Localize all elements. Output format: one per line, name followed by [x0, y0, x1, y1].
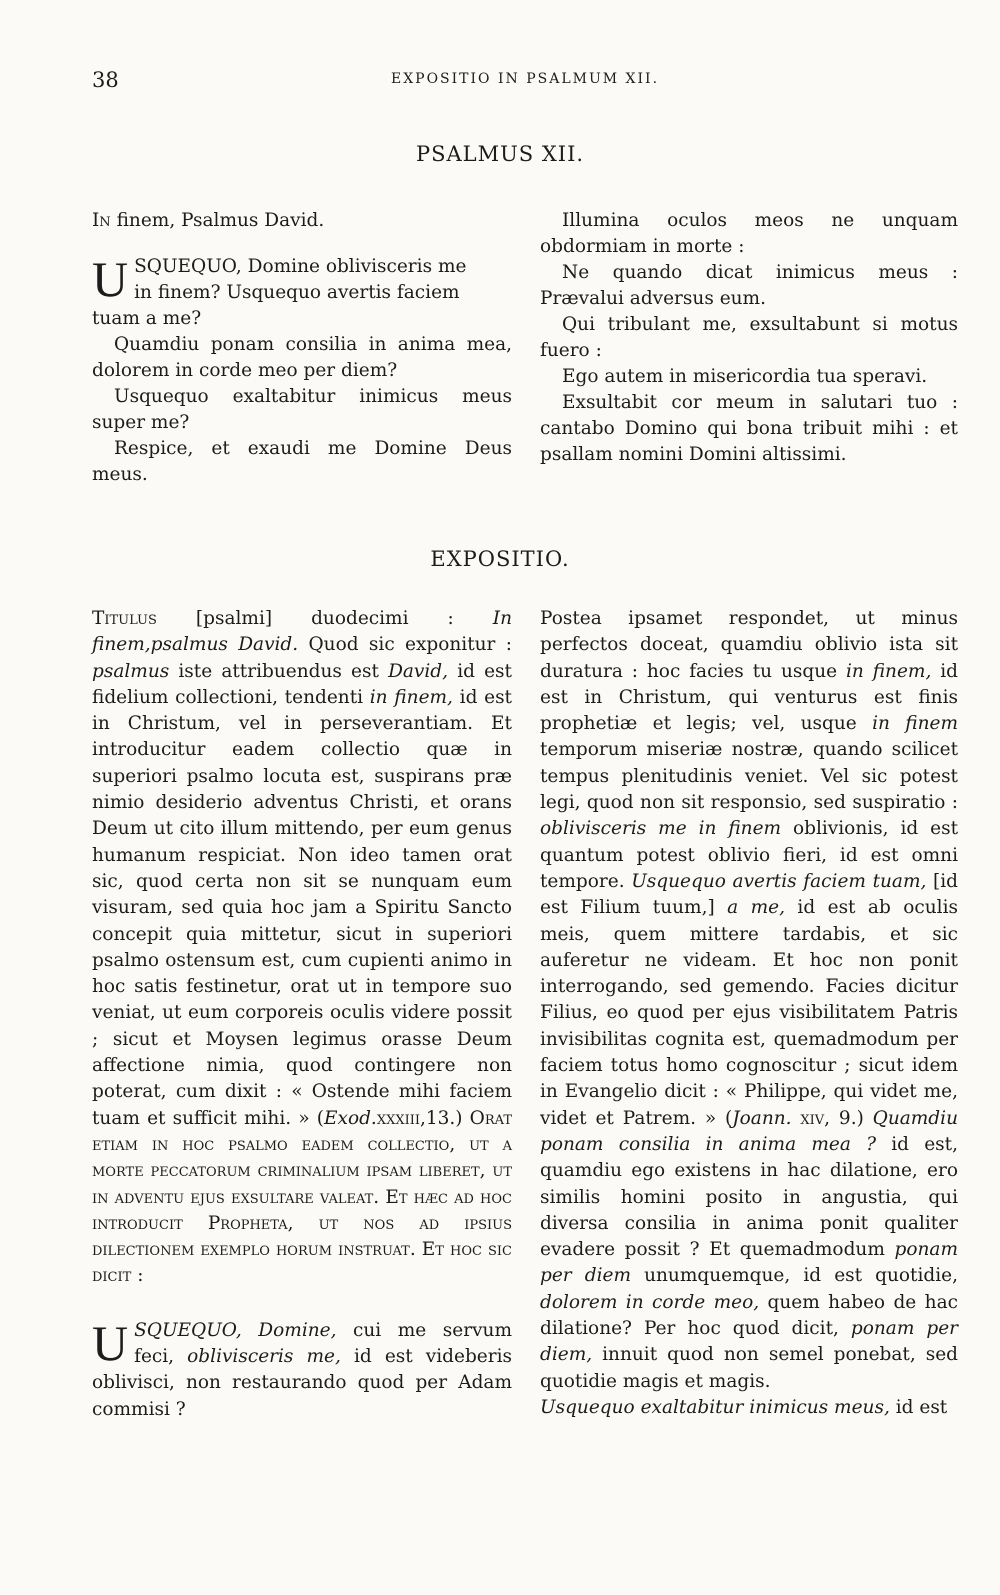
psalm-title: PSALMUS XII.: [415, 142, 585, 166]
page-number: 38: [92, 68, 119, 92]
verse-5: Illumina oculos meos ne unquam obdormiam in morte :: [540, 210, 958, 257]
text-run-italic: ponam per diem,: [540, 1318, 958, 1366]
commentary-left-paragraph-2: [92, 1314, 513, 1423]
text-run-italic: a me,: [727, 897, 785, 919]
text-run-italic: Usquequo exaltabitur inimicus meus,: [540, 1396, 890, 1418]
text-run-italic: in finem,: [369, 686, 453, 708]
text-run: innuit quod non semel ponebat, sed quotidie magis et magis.: [540, 1344, 958, 1392]
psalm-verses-right: [540, 208, 958, 468]
commentary-left: [92, 606, 512, 1423]
text-run: Quod sic exponitur :: [298, 634, 512, 656]
exposition-title: EXPOSITIO.: [430, 547, 570, 571]
text-run-italic: ponam per diem: [540, 1239, 958, 1287]
psalm-verses-left: [92, 208, 512, 488]
verse-3: Usquequo exaltabitur inimicus meus super me?: [92, 386, 512, 433]
verse-2: Quamdiu ponam consilia in anima mea, dolorem in corde meo per diem?: [92, 334, 512, 381]
text-run: id est, quamdiu ego existens in hac dilatione, ero similis homini posito in angustia, qui diversa consilia in anima ponit qualiter evadere possit ? Et quemadmodum: [540, 1133, 958, 1261]
text-run: xxxiii,13.) Orat etiam in hoc psalmo eadem collectio, ut a morte peccatorum criminalium ipsam liberet, ut in adventu ejus exsultare valeat. Et hæc ad hoc introducit Propheta, ut nos ad ipsius dilectionem exemplo horum instruat. Et hoc sic dicit :: [92, 1107, 512, 1287]
text-run: id est: [889, 1396, 948, 1418]
verse-9: Exsultabit cor meum in salutari tuo : cantabo Domino qui bona tribuit mihi : et psallam nomini Domini altissimi.: [540, 392, 958, 465]
text-run: temporum miseriæ nostræ, quando scilicet tempus plenitudinis veniet. Vel sic potest legi, quod non sit responsio, sed suspiratio :: [540, 739, 958, 814]
text-run: Postea ipsamet respondet, ut minus perfectos doceat, quamdiu oblivio ista sit duratura : hoc facies tu usque: [540, 608, 958, 682]
verse-8: Ego autem in misericordia tua speravi.: [562, 366, 928, 387]
superscription: [92, 208, 512, 234]
page-header: [92, 68, 958, 92]
text-run: [id est Filium tuum,]: [540, 870, 958, 919]
commentary-right-paragraph-2: [540, 1395, 958, 1421]
commentary-right: [540, 606, 958, 1421]
text-run: iste attribuendus est: [169, 660, 389, 682]
text-run: [psalmi] duodecimi :: [156, 608, 493, 629]
verse-7: Qui tribulant me, exsultabunt si motus fuero :: [540, 314, 958, 361]
text-run: oblivionis, id est quantum potest oblivio fieri, id est omni tempore.: [540, 818, 958, 892]
commentary-left-paragraph-1: [92, 606, 512, 1290]
text-run-italic: Exod.: [324, 1107, 377, 1129]
text-run-italic: dolorem in corde meo,: [540, 1291, 760, 1313]
text-run-italic: oblivisceris me in finem: [540, 818, 782, 840]
commentary-right-paragraph-1: [540, 606, 958, 1395]
text-run: unumquemque, id est quotidie,: [631, 1265, 959, 1287]
text-run: xiv, 9.): [791, 1107, 873, 1129]
text-run: id est in Christum, vel in perseverantiam. Et introducitur eadem collectio quæ in superiori psalmo locuta est, suspirans præ nimio desiderio adventus Christi, et orans Deum ut cito illum mittendo, per eum genus humanum respiciat. Non ideo tamen orat sic, quod certa non sit se nunquam eum visuram, sed quia hoc jam a Spiritu Sancto concepit quia mittetur, sicut in superiori psalmo ostensum est, cum cupienti animo in hoc satis festinetur, orat ut in tempore suo veniat, ut eum corporeis oculis videre possit ; sicut et Moysen legimus orasse Deum affectione nimia, quod contingere non poterat, cum dixit : « Ostende mihi faciem tuam et sufficit mihi. » (: [92, 686, 512, 1129]
text-run-italic: Usquequo avertis faciem tuam,: [631, 870, 927, 892]
drop-cap: U: [92, 251, 129, 307]
verse-1: [92, 251, 512, 332]
text-run-italic: in finem,: [845, 660, 932, 682]
verse-6: Ne quando dicat inimicus meus : Prævalui adversus eum.: [540, 262, 958, 309]
text-run-italic: psalmus: [92, 660, 170, 682]
text-run: quem habeo de hac dilatione? Per hoc quod dicit,: [540, 1291, 958, 1340]
verse-1-line-1: SQUEQUO, Domine oblivisceris me: [134, 256, 467, 277]
superscription-rest: finem, Psalmus David.: [110, 210, 325, 231]
text-run-italic: oblivisceris me,: [187, 1346, 341, 1368]
titulus-word: Titulus: [92, 608, 157, 629]
verse-1-line-3: tuam a me?: [92, 308, 202, 329]
text-run: id est videberis oblivisci, non restaurando quod per Adam commisi ?: [92, 1346, 513, 1420]
verse-1-line-2: in finem? Usquequo avertis faciem: [134, 282, 460, 303]
text-run-italic: Joann.: [732, 1107, 792, 1129]
text-run-italic: Quamdiu ponam consilia in anima mea ?: [540, 1107, 958, 1155]
text-run: id est fidelium collectioni, tendenti: [92, 660, 512, 708]
text-run: id est in Christum, qui venturus est finis prophetiæ et legis; vel, usque: [540, 660, 959, 735]
text-run-italic: David,: [388, 660, 449, 682]
text-run-italic: In finem,psalmus David.: [92, 608, 512, 656]
superscription-lead: In: [92, 210, 111, 231]
text-block: [92, 1314, 513, 1423]
text-run: cui me servum feci,: [134, 1319, 512, 1368]
text-run-italic: SQUEQUO, Domine,: [134, 1319, 337, 1341]
verse-4: Respice, et exaudi me Domine Deus meus.: [92, 438, 512, 485]
drop-cap: U: [92, 1314, 129, 1371]
running-head: EXPOSITIO IN PSALMUM XII.: [390, 71, 660, 87]
text-run: id est ab oculis meis, quem mittere tardabis, et sic auferetur ne videam. Et hoc non ponit interrogando, sed gemendo. Facies dicitur Filius, eo quod per ejus visibilitatem Patris invisibilitas cognita est, quemadmodum per faciem totus homo cognoscitur ; sicut idem in Evangelio dicit : « Philippe, qui videt me, videt et Patrem. » (: [540, 897, 958, 1129]
text-run-italic: in finem: [872, 713, 958, 735]
